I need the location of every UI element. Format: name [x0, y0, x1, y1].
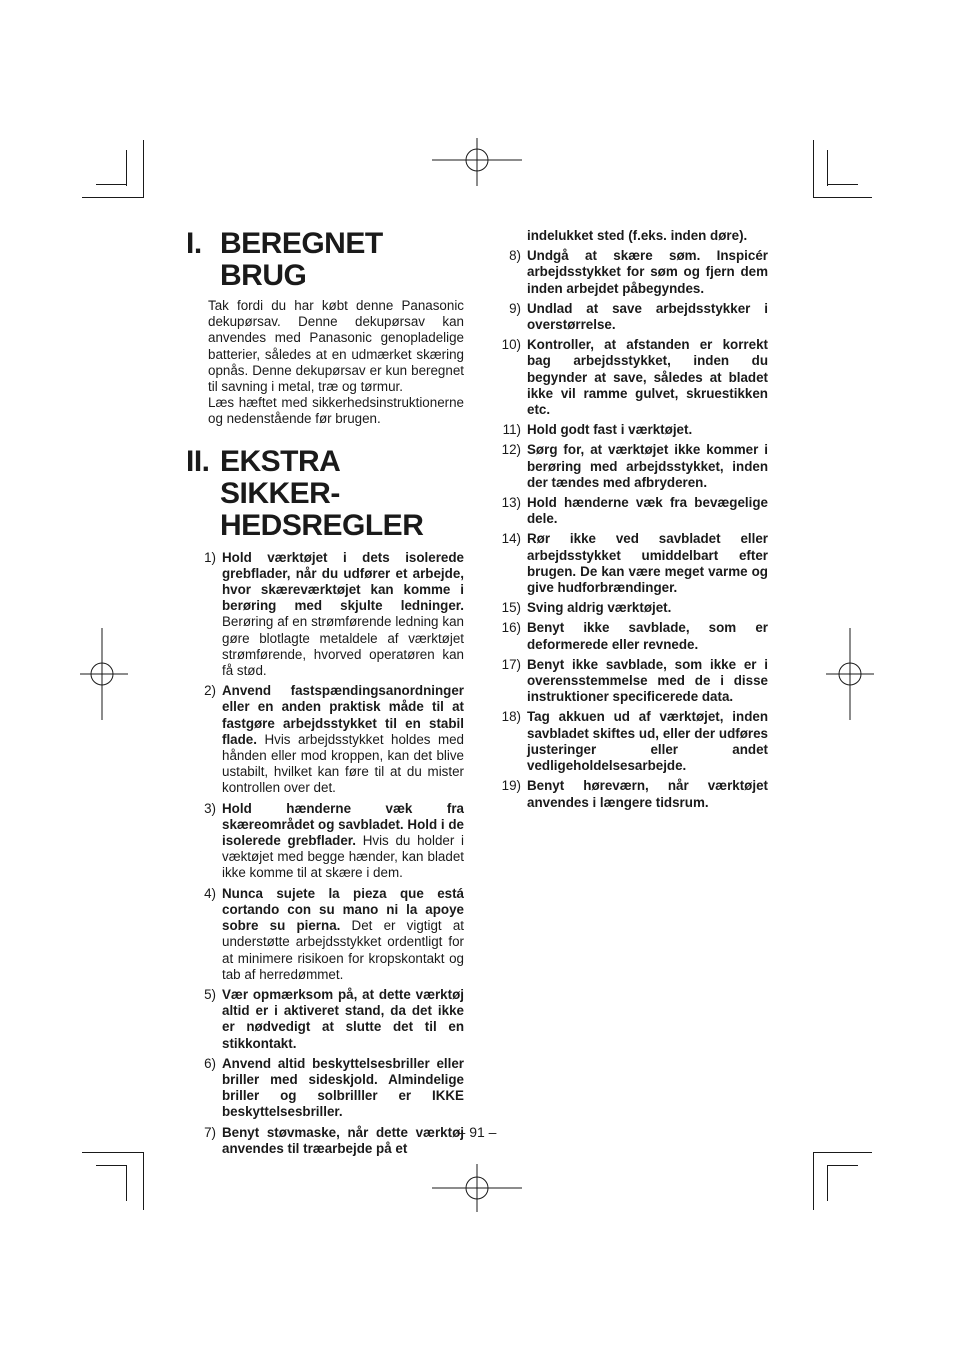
item-number: 14) — [501, 531, 521, 547]
item-body-text: Hvis arbejdsstykket holdes med hånden eller mod kroppen, kan det blive ustabilt, hvilket kan føre til at du mister kontrollen over det. — [222, 731, 464, 796]
list-item — [498, 531, 768, 596]
item-number: 19) — [501, 778, 521, 794]
item-bold-text: Hold hænderne væk fra skæreområdet og savbladet. Hold i de isolerede grebflader. — [222, 800, 464, 849]
item-text — [527, 337, 768, 418]
section-title-line: HEDSREGLER — [220, 508, 424, 542]
section-title — [220, 446, 464, 542]
item-text — [222, 886, 464, 983]
section-heading-2 — [186, 446, 464, 542]
item-bold-text: Hold godt fast i værktøjet. — [527, 422, 693, 438]
list-item — [498, 495, 768, 527]
crop-mark — [813, 1152, 872, 1153]
list-item — [498, 709, 768, 774]
item-bold-text: Tag akkuen ud af værktøjet, inden savbladet skiftes ud, eller der udføres justeringer eller andet vedligeholdelsesarbejde. — [527, 709, 768, 774]
item-number: 12) — [501, 442, 521, 458]
section-heading-1 — [186, 228, 464, 292]
item-number: 9) — [509, 300, 521, 316]
item-text — [222, 1056, 464, 1121]
item-number: 1) — [204, 549, 216, 565]
item-bold-text: Sørg for, at værktøjet ikke kommer i berøring med arbejdsstykket, inden der tændes med afbryderen. — [527, 442, 768, 490]
item-number: 18) — [501, 709, 521, 725]
crop-mark — [827, 150, 828, 186]
item-number: 10) — [501, 337, 521, 353]
item-number: 17) — [501, 656, 521, 672]
item-bold-text: Benyt ikke savblade, som er deformerede eller revnede. — [527, 620, 768, 652]
crop-mark — [96, 1165, 127, 1166]
item-text — [527, 495, 768, 527]
item-bold-text: Undlad at save arbejdsstykker i overstørrelse. — [527, 300, 768, 333]
item-text — [222, 683, 464, 796]
item-number: 6) — [204, 1055, 216, 1071]
item-text — [527, 442, 768, 491]
list-item — [186, 987, 464, 1052]
registration-mark-icon — [432, 138, 524, 186]
item-number: 3) — [204, 800, 216, 816]
list-item — [186, 1056, 464, 1121]
list-item — [498, 657, 768, 706]
item-text — [527, 531, 768, 596]
crop-mark — [827, 1165, 828, 1201]
item-text — [527, 709, 768, 774]
page-number: – 91 – — [457, 1124, 497, 1140]
crop-mark — [813, 1152, 814, 1210]
safety-list-right — [498, 248, 768, 811]
item-number: 5) — [204, 986, 216, 1002]
crop-mark — [813, 197, 872, 198]
list-item — [498, 778, 768, 810]
list-item — [186, 683, 464, 796]
list-item — [498, 248, 768, 297]
item-text — [222, 987, 464, 1052]
crop-mark — [143, 1152, 144, 1210]
item-bold-text: Undgå at skære søm. Inspicér arbejdsstykket for søm og fjern dem inden arbejdet påbegyndes. — [527, 248, 768, 296]
crop-mark — [96, 184, 127, 185]
crop-mark — [126, 150, 127, 186]
item-number: 4) — [204, 885, 216, 901]
item-text — [527, 778, 768, 810]
right-column — [498, 228, 768, 815]
item-bold-text: Anvend altid beskyttelsesbriller eller briller med sideskjold. Almindelige briller og solbrilller er IKKE beskyttelsesbriller. — [222, 1055, 464, 1120]
crop-mark — [82, 1152, 143, 1153]
item-text — [527, 301, 768, 333]
item-text — [222, 550, 464, 680]
item-text — [527, 248, 768, 297]
item-number: 11) — [502, 422, 521, 438]
crop-mark — [813, 140, 814, 198]
item-number: 2) — [204, 683, 216, 699]
item-text — [527, 620, 768, 652]
item-bold-text: Kontroller, at afstanden er korrekt bag arbejdsstykket, inden du begynder at save, således at bladet ikke vil ramme gulvet, skruestikken etc. — [527, 337, 768, 418]
item-number: 16) — [501, 620, 521, 636]
intro-paragraph: Tak fordi du har købt denne Panasonic dekupørsav. Denne dekupørsav kan anvendes med Panasonic genopladelige batterier, således at en udmærket skæring opnås. Denne dekupørsav er kun beregnet til savning i metal, træ og tørmur. — [208, 298, 464, 395]
crop-mark — [143, 140, 144, 198]
list-item — [498, 600, 768, 616]
item-body-text: Berøring af en strømførende ledning kan gøre blotlagte metaldele af værktøjet strømførende, hvorved operatøren kan få stød. — [222, 614, 464, 679]
list-item — [186, 886, 464, 983]
item-number: 15) — [501, 600, 521, 616]
item-bold-text: Benyt høreværn, når værktøjet anvendes i længere tidsrum. — [527, 778, 768, 810]
list-item — [498, 620, 768, 652]
intro-paragraph: Læs hæftet med sikkerhedsinstruktionerne og nedenstående før brugen. — [208, 395, 464, 427]
item-bold-text: Vær opmærksom på, at dette værktøj altid er i aktiveret stand, da det ikke er nødvedigt at slutte det til en stikkontakt. — [222, 986, 464, 1051]
section-number: I. — [186, 227, 202, 260]
item-bold-text: Hold værktøjet i dets isolerede grebflader, når du udfører et arbejde, hvor skæreværktøjet kan komme i berøring med skjulte ledninger. — [222, 549, 464, 614]
list-item — [186, 550, 464, 680]
registration-mark-icon — [80, 628, 128, 720]
crop-mark — [126, 1165, 127, 1201]
crop-mark — [827, 1165, 858, 1166]
list-item — [498, 442, 768, 491]
item-bold-text: Hold hænderne væk fra bevægelige dele. — [527, 495, 768, 527]
registration-mark-icon — [432, 1164, 524, 1212]
section-title-line: EKSTRA SIKKER- — [220, 444, 340, 510]
item-number: 8) — [509, 248, 521, 264]
item-bold-text: Anvend fastspændingsanordninger eller en anden praktisk måde til at fastgøre arbejdsstykket til en stabil flade. — [222, 683, 464, 747]
list-item — [186, 801, 464, 882]
left-column — [186, 228, 464, 1161]
crop-mark — [827, 184, 858, 185]
list-item — [498, 301, 768, 333]
item-bold-text: Benyt ikke savblade, som ikke er i overensstemmelse med de i disse instruktioner specificerede data. — [527, 656, 768, 705]
item-bold-text: Nunca sujete la pieza que está cortando con su mano ni la apoye sobre su pierna. — [222, 885, 464, 934]
item-text — [527, 657, 768, 706]
intro-text — [208, 298, 464, 428]
item-text — [527, 422, 768, 438]
section-number: II. — [186, 444, 210, 478]
item-text — [527, 600, 768, 616]
item-bold-text: Sving aldrig værktøjet. — [527, 600, 672, 616]
list-item — [498, 422, 768, 438]
item-text — [222, 801, 464, 882]
list-item — [498, 337, 768, 418]
crop-mark — [82, 197, 143, 198]
registration-mark-icon — [826, 628, 874, 720]
item-bold-text: Rør ikke ved savbladet eller arbejdsstykket umiddelbart efter brugen. De kan være meget varme og give hudforbrændinger. — [527, 531, 768, 596]
item-number: 13) — [501, 495, 521, 511]
safety-list-left — [186, 550, 464, 1157]
item-body-text: Det er vigtigt at understøtte arbejdsstykket ordentligt for at minimere risikoen for kropskontakt og tab af herredømmet. — [222, 918, 465, 982]
item-number: 7) — [204, 1124, 216, 1140]
item-continuation: indelukket sted (f.eks. inden døre). — [527, 228, 748, 243]
item-body-text: Hvis du holder i væktøjet med begge hænder, kan bladet ikke komme til at skære i dem. — [222, 833, 464, 881]
section-title: BEREGNET BRUG — [220, 227, 383, 292]
item-bold-text: Benyt støvmaske, når dette værktøj anvendes til træarbejde på et — [222, 1124, 464, 1156]
